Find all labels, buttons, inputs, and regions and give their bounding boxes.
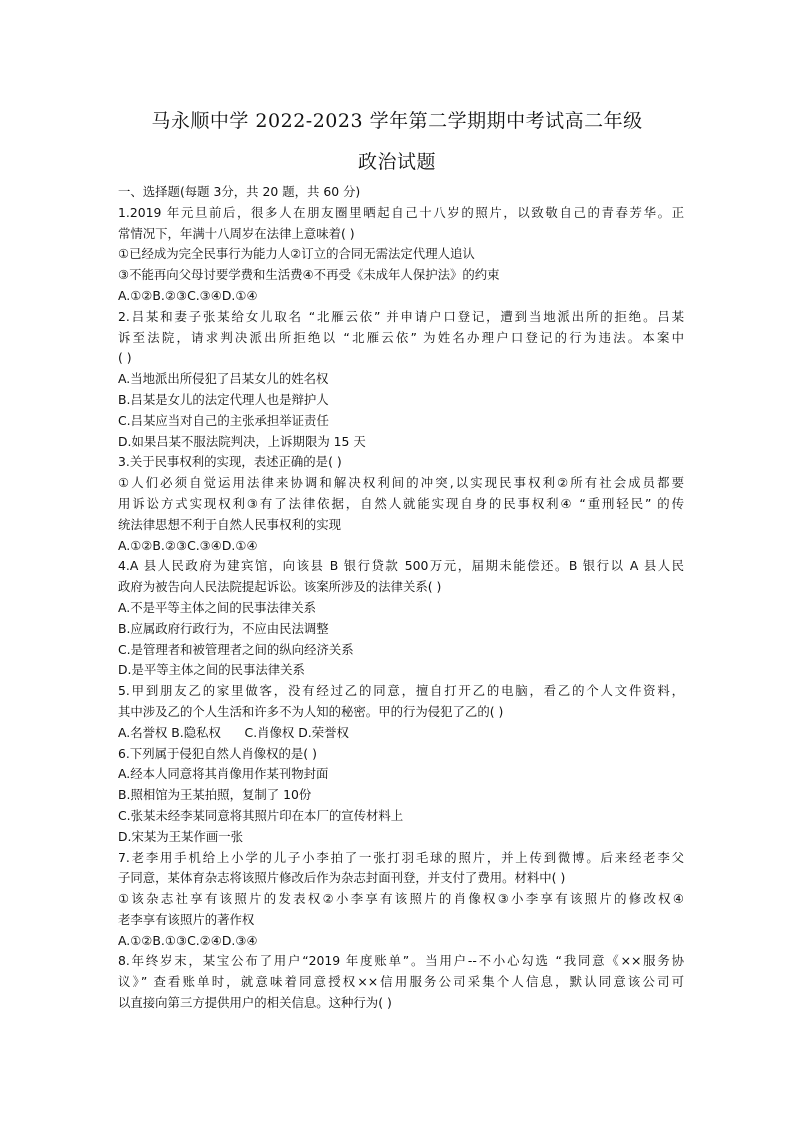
- q6-option-d: D.宋某为王某作画一张: [118, 828, 243, 844]
- q4-option-a: A.不是平等主体之间的民事法律关系: [118, 599, 317, 615]
- q7-stem-line-1: 7.老李用手机给上小学的儿子小李拍了一张打羽毛球的照片，并上传到微博。后来经老李父: [118, 849, 684, 865]
- q2-option-c: C.吕某应当对自己的主张承担举证责任: [118, 412, 329, 428]
- q8-stem-line-2: 议》” 查看账单时，就意味着同意授权××信用服务公司采集个人信息，默认同意该公司可: [118, 974, 684, 990]
- q2-stem-line-3: ( ): [118, 350, 132, 366]
- q3-statements-line-2: 用诉讼方式实现权利③有了法律依据，自然人就能实现自身的民事权利④ “重刑轻民” 的传: [118, 495, 684, 511]
- q2-stem-line-2: 诉至法院，请求判决派出所拒绝以 “北雁云依” 为姓名办理户口登记的行为违法。本案中: [118, 329, 684, 345]
- q1-statements-line-1: ①已经成为完全民事行为能力人②订立的合同无需法定代理人追认: [118, 246, 475, 262]
- q1-options: A.①②B.②③C.③④D.①④: [118, 287, 258, 303]
- q4-option-b: B.应属政府行政行为，不应由民法调整: [118, 620, 329, 636]
- q5-options: A.名誉权 B.隐私权 C.肖像权 D.荣誉权: [118, 724, 349, 740]
- q4-option-d: D.是平等主体之间的民事法律关系: [118, 662, 305, 678]
- q6-stem: 6.下列属于侵犯自然人肖像权的是( ): [118, 745, 317, 761]
- q4-option-c: C.是管理者和被管理者之间的纵向经济关系: [118, 641, 354, 657]
- q7-statements-line-1: ①该杂志社享有该照片的发表权②小李享有该照片的肖像权③小李享有该照片的修改权④: [118, 891, 684, 907]
- q5-stem-line-1: 5.甲到朋友乙的家里做客，没有经过乙的同意，擅自打开乙的电脑，看乙的个人文件资料，: [118, 683, 684, 699]
- q7-options: A.①②B.①③C.②④D.③④: [118, 932, 258, 948]
- q6-option-a: A.经本人同意将其肖像用作某刊物封面: [118, 766, 329, 782]
- q5-stem-line-2: 其中涉及乙的个人生活和许多不为人知的秘密。甲的行为侵犯了乙的( ): [118, 703, 504, 719]
- section-heading: 一、选择题(每题 3分，共 20 题，共 60 分): [118, 184, 361, 199]
- exam-subtitle: 政治试题: [357, 151, 436, 173]
- q2-option-a: A.当地派出所侵犯了吕某女儿的姓名权: [118, 371, 329, 387]
- q2-stem-line-1: 2.吕某和妻子张某给女儿取名 “北雁云依” 并申请户口登记，遭到当地派出所的拒绝。吕某: [118, 308, 684, 324]
- q3-statements-line-1: ①人们必须自觉运用法律来协调和解决权利间的冲突,以实现民事权利②所有社会成员都要: [118, 475, 684, 491]
- q2-option-d: D.如果吕某不服法院判决，上诉期限为 15 天: [118, 433, 366, 449]
- q3-statements-line-3: 统法律思想不利于自然人民事权利的实现: [118, 516, 342, 532]
- q4-stem-line-1: 4.A 县人民政府为建宾馆，向该县 B 银行贷款 500万元，届期未能偿还。B 银行以 A 县人民: [118, 558, 684, 574]
- q2-option-b: B.吕某是女儿的法定代理人也是辩护人: [118, 391, 329, 407]
- q1-stem-line-2: 常情况下，年满十八周岁在法律上意味着( ): [118, 225, 355, 241]
- q4-stem-line-2: 政府为被告向人民法院提起诉讼。该案所涉及的法律关系( ): [118, 579, 442, 595]
- exam-title: 马永顺中学 2022-2023 学年第二学期期中考试高二年级: [151, 110, 643, 132]
- q1-statements-line-2: ③不能再向父母讨要学费和生活费④不再受《未成年人保护法》的约束: [118, 267, 500, 283]
- q8-stem-line-1: 8.年终岁末，某宝公布了用户“2019 年度账单”。当用户--不小心勾选 “我同意《××服务协: [118, 953, 684, 969]
- q6-option-b: B.照相馆为王某拍照，复制了 10份: [118, 787, 312, 803]
- q7-statements-line-2: 老李享有该照片的著作权: [118, 911, 255, 927]
- q3-stem: 3.关于民事权利的实现，表述正确的是( ): [118, 454, 342, 470]
- q3-options: A.①②B.②③C.③④D.①④: [118, 537, 258, 553]
- q1-stem-line-1: 1.2019 年元旦前后，很多人在朋友圈里晒起自己十八岁的照片，以致敬自己的青春芳华。正: [118, 204, 684, 220]
- q6-option-c: C.张某未经李某同意将其照片印在本厂的宣传材料上: [118, 807, 404, 823]
- q7-stem-line-2: 子同意，某体育杂志将该照片修改后作为杂志封面刊登，并支付了费用。材料中( ): [118, 870, 566, 886]
- q8-stem-line-3: 以直接向第三方提供用户的相关信息。这种行为( ): [118, 995, 392, 1011]
- question-content: [118, 182, 684, 1014]
